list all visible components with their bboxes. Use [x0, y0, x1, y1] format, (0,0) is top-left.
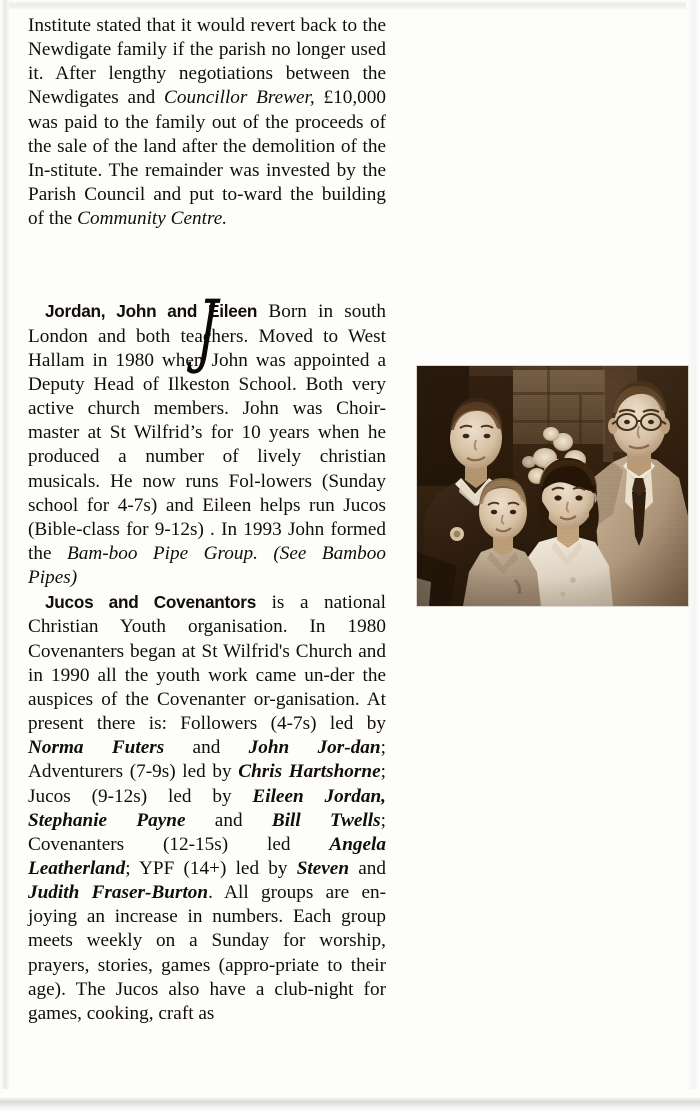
- jucos-run-17: . All groups are en-joying an increase in numbers. Each group meets weekly on a Sunday for worship, prayers, stories, games (appro-priate to their age). The Jucos also have a club-night for games, cooking, craft as: [28, 882, 387, 1024]
- jucos-run-12: Angela Leatherland: [28, 833, 386, 879]
- jordan-run-2: Bam-boo Pipe Group. (See Bamboo Pipes): [28, 542, 386, 589]
- headword-jordan: Jordan, John and Eileen: [45, 301, 258, 322]
- institute-run-2: Councillor Brewer,: [164, 87, 315, 109]
- page-edge-top: [0, 0, 700, 9]
- text-column: [28, 14, 386, 1026]
- jucos-run-14: Steven: [296, 858, 350, 879]
- jucos-run-15: and: [349, 858, 386, 879]
- family-photograph-image: [417, 366, 688, 606]
- jordan-run-1: Born in south London and both teachers. Moved to West Hallam in 1980 when John was appointed a Deputy Head of Ilkeston School. Both very active church members. John was Choir-master at St Wilfrid’s for 10 years when he produced a number of lively christian musicals. He now runs Fol-lowers (Sunday school for 4-7s) and Eileen helps run Jucos (Bible-class for 9-12s) . In 1993 John formed the: [28, 301, 386, 564]
- jucos-run-13: ; YPF (14+) led by: [125, 858, 297, 879]
- jucos-run-8: Eileen Jordan, Stephanie Payne: [28, 785, 386, 831]
- family-photograph: [417, 366, 688, 606]
- institute-run-1: Institute stated that it would revert back to the Newdigate family if the parish no longer used it. After lengthy negotiations between the Newdigates and: [28, 15, 386, 109]
- jucos-run-1: is a national Christian Youth organisation. In 1980 Covenanters began at St Wilfrid's Church and in 1990 all the youth work came un-der the auspices of the Covenanter or-ganisation. At present there is: Followers (4-7s) led by: [28, 592, 386, 735]
- jucos-run-2: Norma Futers: [28, 737, 165, 759]
- jucos-run-16: Judith Fraser-Burton: [28, 882, 209, 904]
- jucos-run-6: Chris Hartshorne: [238, 761, 381, 783]
- paragraph-institute: [28, 14, 386, 231]
- jucos-run-4: John Jor-dan: [248, 737, 381, 759]
- institute-run-3: £10,000 was paid to the family out of the proceeds of the sale of the land after the demolition of the In-stitute. The remainder was invested by the Parish Council and put to-ward the building of the: [28, 87, 386, 230]
- jucos-run-11: ; Covenanters (12-15s) led: [28, 809, 386, 855]
- jucos-run-3: and: [164, 737, 249, 759]
- jucos-run-5: ; Adventurers (7-9s) led by: [28, 737, 386, 783]
- headword-jucos: Jucos and Covenantors: [45, 592, 257, 613]
- page-edge-left: [0, 0, 9, 1111]
- paragraph-jucos-entry: [28, 590, 386, 1026]
- jucos-run-7: ; Jucos (9-12s) led by: [28, 761, 386, 807]
- institute-run-4: Community Centre.: [77, 208, 228, 230]
- jucos-run-10: Bill Twells: [271, 809, 381, 831]
- jucos-run-9: and: [185, 809, 272, 831]
- letter-j-icon: J: [195, 283, 219, 376]
- page-edge-right: [686, 0, 700, 1111]
- section-letter-container: [28, 283, 386, 376]
- page-edge-shadow-bottom: [0, 1089, 700, 1111]
